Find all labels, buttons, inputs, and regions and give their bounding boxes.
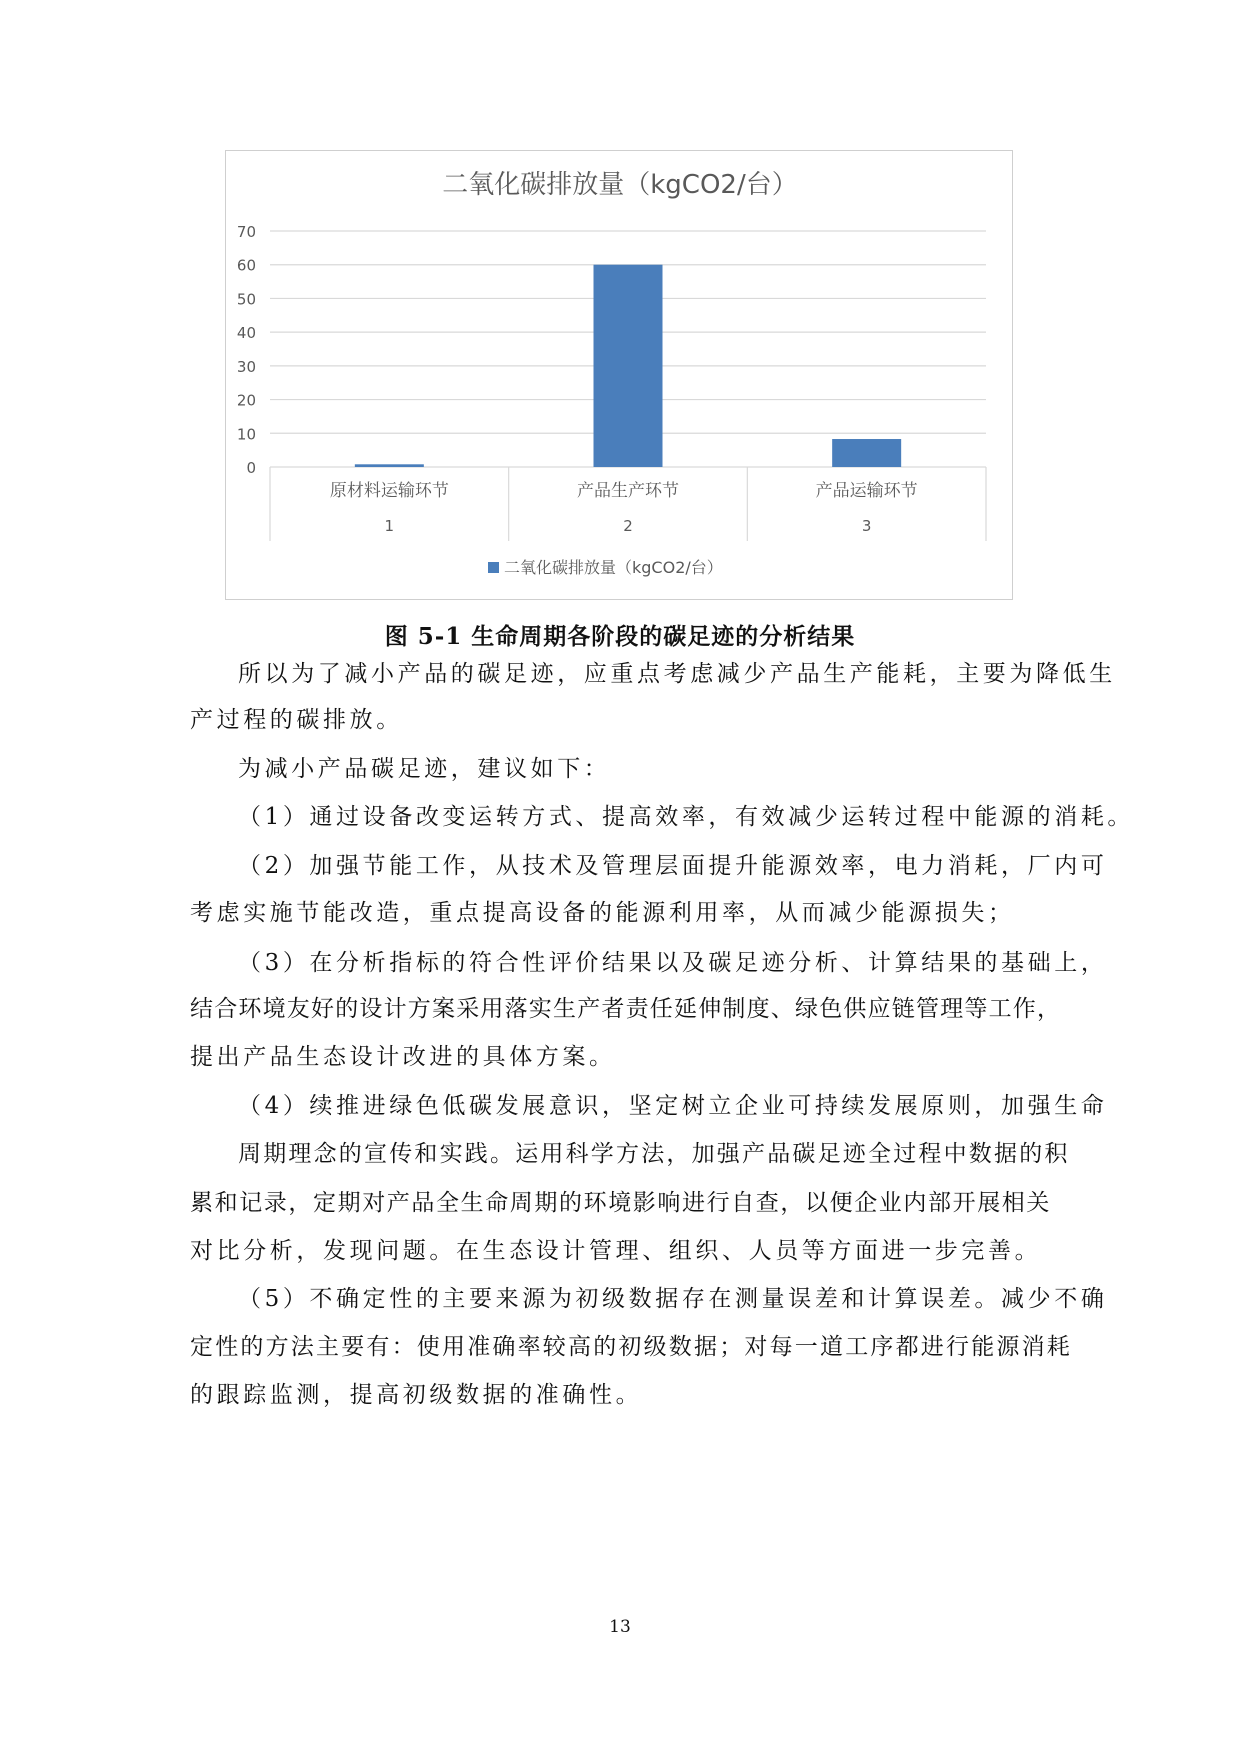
figure-caption: 图 5-1 生命周期各阶段的碳足迹的分析结果 [384,623,856,650]
bar-chart [226,151,1014,601]
x-category-label: 产品运输环节 [815,481,918,501]
page-number: 13 [609,1617,631,1637]
y-tick-label: 40 [236,324,256,343]
y-tick-label: 0 [246,459,256,477]
x-category-index: 3 [861,517,872,535]
x-category-label: 产品生产环节 [577,481,679,501]
x-axis-categories [270,467,986,541]
bar [355,464,424,467]
bar [832,439,901,467]
paragraph-line: 考虑实施节能改造，重点提高设备的能源利用率，从而减少能源损失； [190,900,1015,926]
paragraph-line: 所以为了减小产品的碳足迹，应重点考虑减少产品生产能耗，主要为降低生 [238,661,1116,687]
chart-title: 二氧化碳排放量（kgCO2/台） [442,170,798,200]
y-tick-label: 10 [236,425,256,444]
x-category-index: 2 [623,517,633,535]
paragraph-line: 提出产品生态设计改进的具体方案。 [190,1044,616,1070]
list-item-5: （5）不确定性的主要来源为初级数据存在测量误差和计算误差。减少不确 [238,1286,1108,1312]
legend-label: 二氧化碳排放量（kgCO2/台） [504,558,723,577]
paragraph-line: 累和记录，定期对产品全生命周期的环境影响进行自查，以便企业内部开展相关 [190,1190,1051,1216]
y-tick-label: 70 [236,223,256,241]
paragraph-line: 对比分析，发现问题。在生态设计管理、组织、人员等方面进一步完善。 [190,1238,1042,1264]
y-tick-label: 20 [236,391,256,410]
y-tick-label: 30 [236,357,256,376]
chart-container [225,150,1013,600]
bar [594,265,663,467]
legend-swatch [488,562,499,573]
chart-legend [488,558,723,577]
paragraph-line: 结合环境友好的设计方案采用落实生产者责任延伸制度、绿色供应链管理等工作， [190,996,1062,1022]
y-tick-label: 50 [236,290,256,309]
y-tick-label: 60 [236,256,256,275]
y-axis-ticks [237,223,256,477]
x-category-label: 原材料运输环节 [329,481,449,501]
paragraph-line: 周期理念的宣传和实践。运用科学方法，加强产品碳足迹全过程中数据的积 [238,1141,1070,1167]
paragraph-line: 为减小产品碳足迹，建议如下： [238,756,611,782]
paragraph-line: 定性的方法主要有：使用准确率较高的初级数据；对每一道工序都进行能源消耗 [190,1334,1072,1360]
list-item-2: （2）加强节能工作，从技术及管理层面提升能源效率，电力消耗，厂内可 [238,853,1108,879]
x-category-index: 1 [384,517,395,535]
paragraph-line: 产过程的碳排放。 [190,707,403,733]
list-item-3: （3）在分析指标的符合性评价结果以及碳足迹分析、计算结果的基础上， [238,950,1108,976]
list-item-1: （1）通过设备改变运转方式、提高效率，有效减少运转过程中能源的消耗。 [238,804,1135,830]
list-item-4: （4）续推进绿色低碳发展意识，坚定树立企业可持续发展原则，加强生命 [238,1093,1108,1119]
paragraph-line: 的跟踪监测，提高初级数据的准确性。 [190,1382,643,1408]
